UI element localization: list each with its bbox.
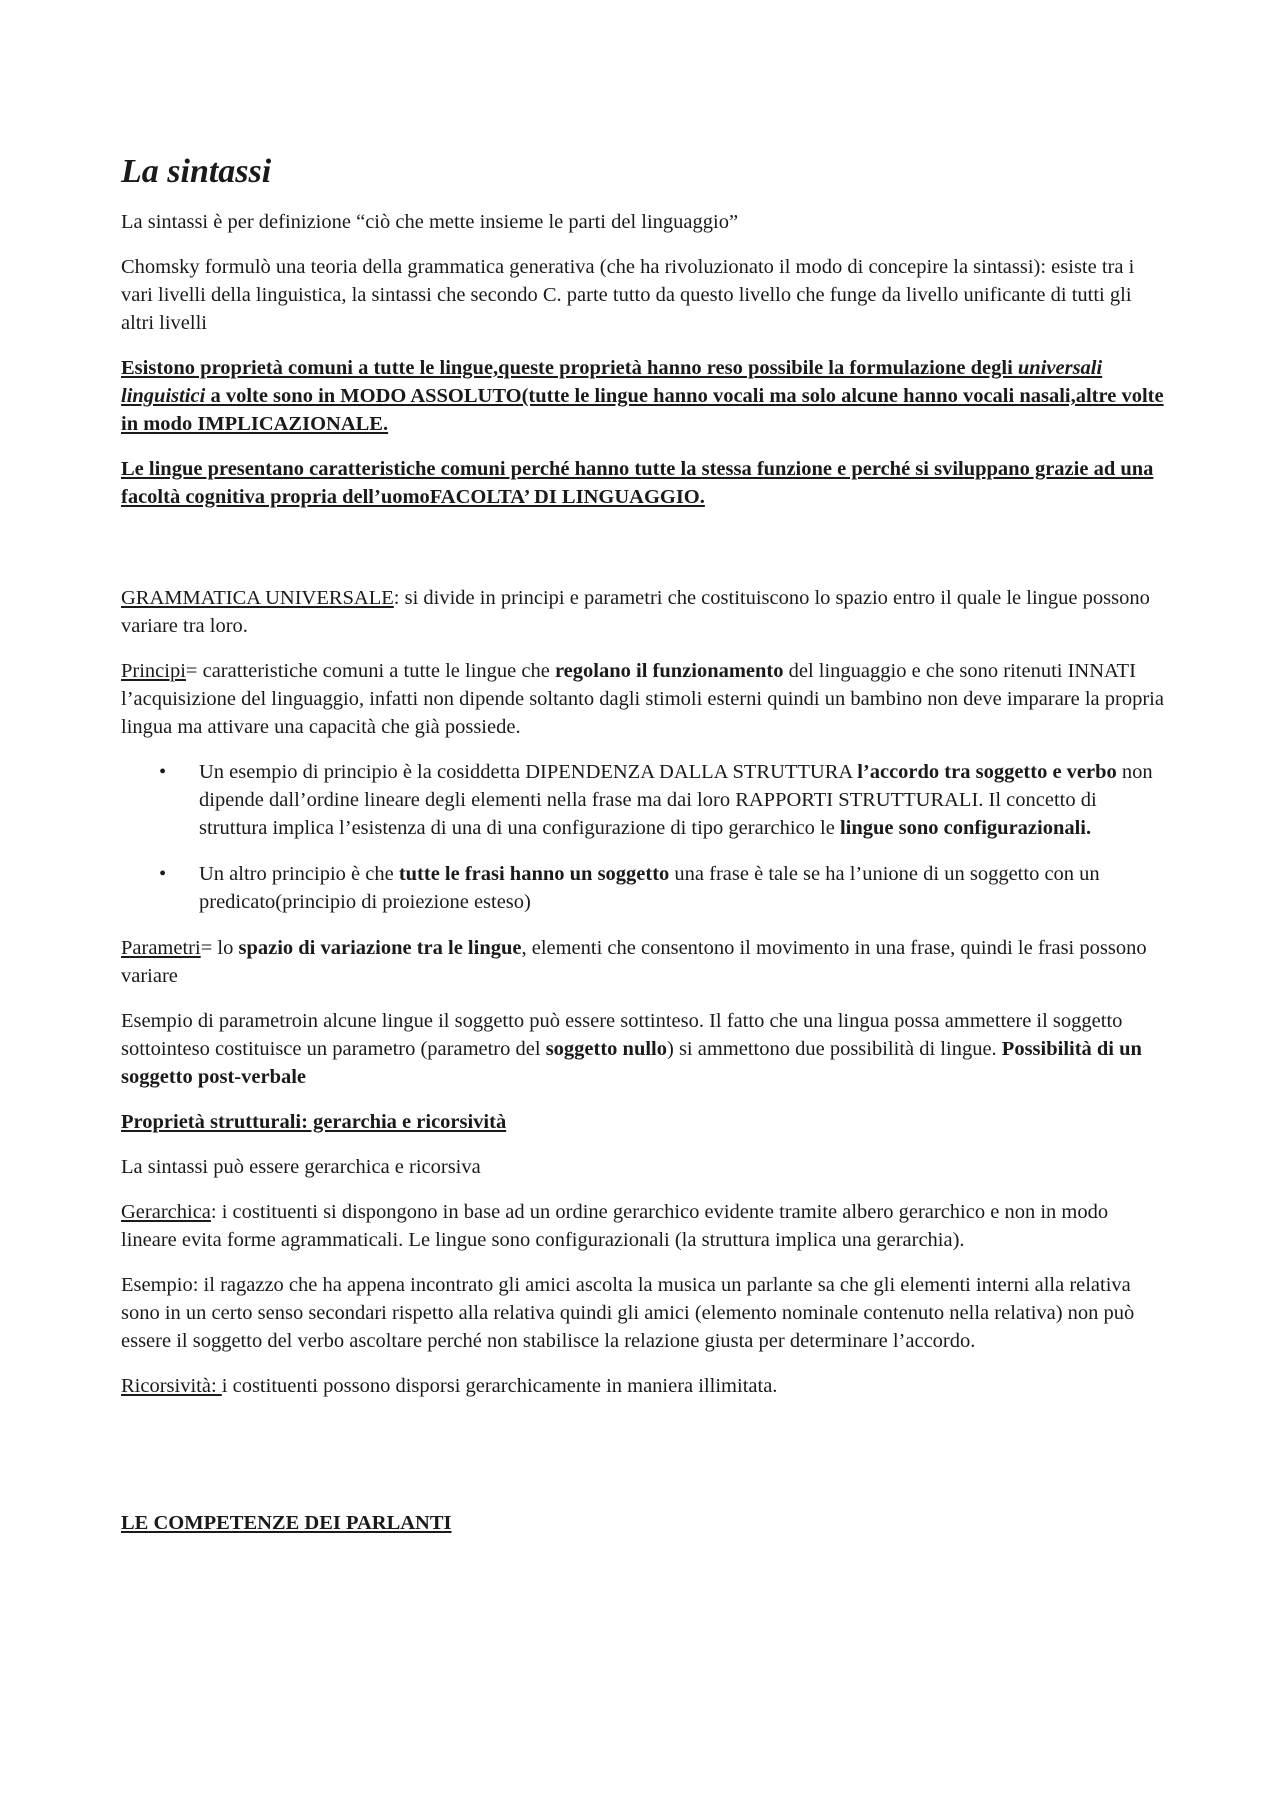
- bullet-bold-b: l’accordo tra soggetto e verbo: [857, 761, 1117, 783]
- paragraph-gerarchica: [121, 1198, 1166, 1254]
- gerarchica-label: Gerarchica: [121, 1201, 211, 1223]
- list-item: [121, 860, 1166, 916]
- universali-text-c: a volte sono in MODO ASSOLUTO(tutte le lingue hanno vocali ma solo alcune hanno vocali nasali,altre volte in modo IMPLICAZIONALE.: [121, 385, 1164, 435]
- soggetto-nullo-bold: soggetto nullo: [545, 1038, 667, 1060]
- parametri-bold: spazio di variazione tra le lingue: [238, 937, 522, 959]
- spacer: [121, 1417, 1166, 1509]
- post-verbale-bold: Possibilità di un soggetto post-verbale: [121, 1038, 1142, 1088]
- page-title: La sintassi: [121, 153, 272, 190]
- parametri-text-c: , elementi che consentono il movimento in una frase, quindi le frasi possono variare: [121, 937, 1147, 987]
- principi-bold: regolano il funzionamento: [554, 660, 784, 682]
- ricorsivita-label: Ricorsività:: [121, 1375, 222, 1397]
- spacer: [121, 528, 1166, 584]
- paragraph-esempio-parametro: [121, 1007, 1166, 1091]
- bullet-icon: •: [159, 761, 167, 783]
- principi-text-c: del linguaggio e che sono ritenuti INNATI l’acquisizione del linguaggio, infatti non dipende soltanto dagli stimoli esterni quindi un bambino non deve imparare la propria lingua ma attivare una capacità che già possiede.: [121, 660, 1164, 738]
- bullet-icon: •: [159, 863, 167, 885]
- principi-text-a: = caratteristiche comuni a tutte le lingue che: [185, 660, 555, 682]
- bullet-bold-b: tutte le frasi hanno un soggetto: [398, 863, 670, 885]
- paragraph-esempio-relativa: Esempio: il ragazzo che ha appena incontrato gli amici ascolta la musica un parlante sa che gli elementi interni alla relativa sono in un certo senso secondari rispetto alla relativa quindi gli amici (elemento nominale contenuto nella relativa) non può essere il soggetto del verbo ascoltare perché non stabilisce la relazione giusta per determinare l’accordo.: [121, 1274, 1135, 1352]
- esempio-param-text-c: ) si ammettono due possibilità di lingue.: [667, 1038, 1002, 1060]
- paragraph-definition: La sintassi è per definizione “ciò che mette insieme le parti del linguaggio”: [121, 211, 739, 233]
- paragraph-chomsky: Chomsky formulò una teoria della grammatica generativa (che ha rivoluzionato il modo di concepire la sintassi): esiste tra i vari livelli della linguistica, la sintassi che secondo C. parte tutto da questo livello che funge da livello unificante di tutti gli altri livelli: [121, 256, 1135, 334]
- list-item: [121, 758, 1166, 842]
- parametri-text-a: = lo: [200, 937, 239, 959]
- universali-text-a: Esistono proprietà comuni a tutte le lingue,queste proprietà hanno reso possibile la formulazione degli: [121, 357, 1018, 379]
- bullet-text-c: non dipende dall’ordine lineare degli elementi nella frase ma dai loro RAPPORTI STRUTTURALI. Il concetto di struttura implica l’esistenza di una di una configurazione di tipo gerarchico le: [199, 761, 1153, 839]
- section-heading-competenze: LE COMPETENZE DEI PARLANTI: [121, 1512, 452, 1534]
- principles-list: [121, 758, 1166, 916]
- bullet-text-a: Un esempio di principio è la cosiddetta DIPENDENZA DALLA STRUTTURA: [199, 761, 858, 783]
- ricorsivita-text: i costituenti possono disporsi gerarchicamente in maniera illimitata.: [221, 1375, 778, 1397]
- paragraph-ricorsivita: [121, 1372, 1166, 1400]
- paragraph-principi: [121, 657, 1166, 741]
- paragraph-universali: [121, 354, 1166, 438]
- bullet-text-c: una frase è tale se ha l’unione di un soggetto con un predicato(principio di proiezione esteso): [199, 863, 1100, 913]
- grammatica-universale-text: : si divide in principi e parametri che costituiscono lo spazio entro il quale le lingue possono variare tra loro.: [121, 587, 1150, 637]
- principi-label: Principi: [121, 660, 186, 682]
- bullet-text-a: Un altro principio è che: [199, 863, 399, 885]
- universali-linguistici-term: universali linguistici: [121, 357, 1103, 407]
- grammatica-universale-label: GRAMMATICA UNIVERSALE: [121, 587, 394, 609]
- paragraph-facolta: Le lingue presentano caratteristiche comuni perché hanno tutte la stessa funzione e perché si sviluppano grazie ad una facoltà cognitiva propria dell’uomoFACOLTA’ DI LINGUAGGIO.: [121, 458, 1154, 508]
- document-page: [121, 150, 1166, 1554]
- bullet-bold-d: lingue sono configurazionali.: [839, 817, 1092, 839]
- paragraph-grammatica-universale: [121, 584, 1166, 640]
- paragraph-parametri: [121, 934, 1166, 990]
- gerarchica-text: : i costituenti si dispongono in base ad un ordine gerarchico evidente tramite albero gerarchico e non in modo lineare evita forme agrammaticali. Le lingue sono configurazionali (la struttura implica una gerarchia).: [121, 1201, 1109, 1251]
- paragraph-gerarchica-intro: La sintassi può essere gerarchica e ricorsiva: [121, 1156, 481, 1178]
- esempio-param-text-a: Esempio di parametroin alcune lingue il soggetto può essere sottinteso. Il fatto che una lingua possa ammettere il soggetto sottointeso costituisce un parametro (parametro del: [121, 1010, 1123, 1060]
- section-heading-proprieta: Proprietà strutturali: gerarchia e ricorsività: [121, 1111, 507, 1133]
- parametri-label: Parametri: [121, 937, 201, 959]
